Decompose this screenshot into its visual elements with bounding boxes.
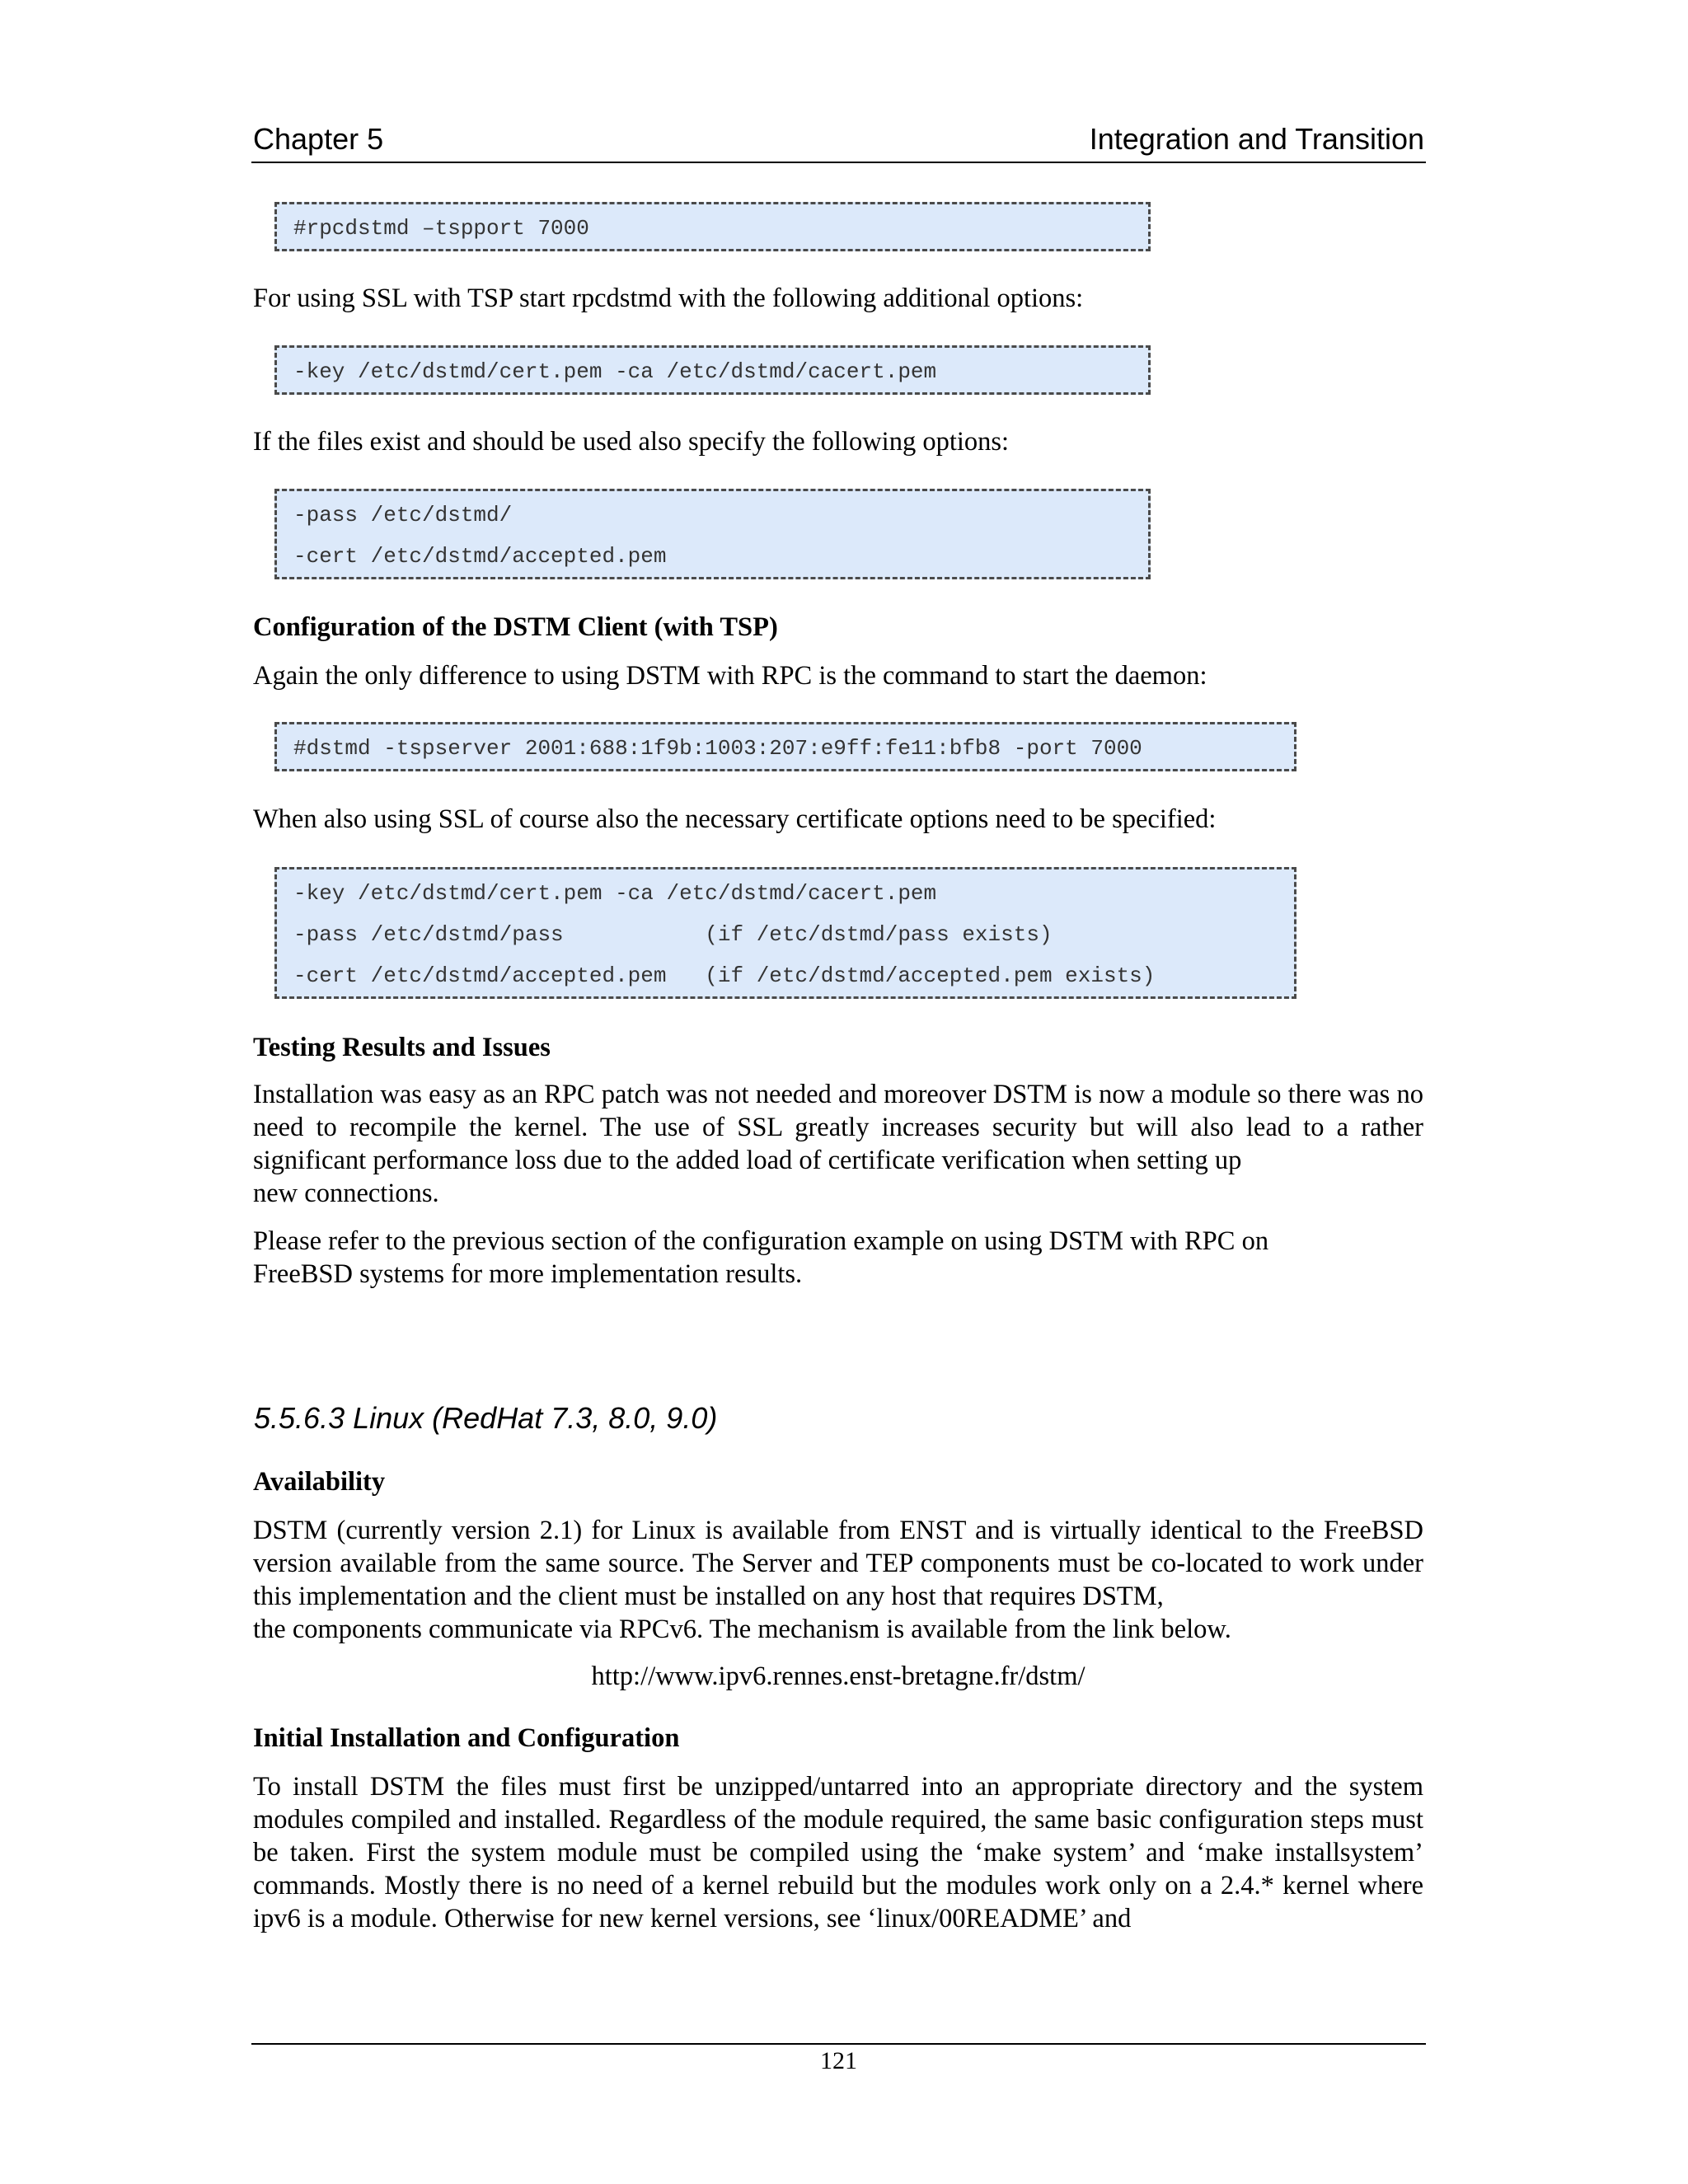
section-title: Integration and Transition [1089,122,1424,156]
subheading: Configuration of the DSTM Client (with TSP) [253,612,778,642]
subheading: Initial Installation and Configuration [253,1723,680,1753]
paragraph-last-line: the components communicate via RPCv6. The mechanism is available from the link below. [253,1615,1231,1644]
code-block [274,489,1151,579]
code-line: #dstmd -tspserver 2001:688:1f9b:1003:207:e9ff:fe11:bfb8 -port 7000 [293,736,1142,761]
paragraph-last-line: FreeBSD systems for more implementation results. [253,1259,803,1289]
code-block [274,722,1296,771]
paragraph-body: Installation was easy as an RPC patch was not needed and moreover DSTM is now a module so there was no need to recompile the kernel. The use of SSL greatly increases security but will also lead to a rather significant performance loss due to the added load of certificate verification when setting up [253,1080,1423,1175]
paragraph: For using SSL with TSP start rpcdstmd with the following additional options: [253,284,1084,313]
chapter-label: Chapter 5 [253,122,384,156]
footer-rule [251,2043,1426,2045]
page-number: 121 [820,2047,857,2074]
code-block [274,345,1151,395]
code-line: -cert /etc/dstmd/accepted.pem [293,544,667,569]
code-line: #rpcdstmd –tspport 7000 [293,216,589,241]
code-line: -cert /etc/dstmd/accepted.pem (if /etc/dstmd/accepted.pem exists) [293,963,1156,988]
code-block [274,867,1296,999]
running-header [251,120,1426,163]
url-link[interactable]: http://www.ipv6.rennes.enst-bretagne.fr/dstm/ [591,1661,1085,1691]
paragraph: When also using SSL of course also the necessary certificate options need to be specified: [253,804,1217,834]
code-line: -key /etc/dstmd/cert.pem -ca /etc/dstmd/cacert.pem [293,881,937,906]
section-heading: 5.5.6.3 Linux (RedHat 7.3, 8.0, 9.0) [254,1401,718,1435]
subheading: Testing Results and Issues [253,1033,551,1062]
code-line: -key /etc/dstmd/cert.pem -ca /etc/dstmd/cacert.pem [293,359,937,384]
paragraph [253,1514,1423,1646]
code-block [274,202,1151,251]
paragraph-body: DSTM (currently version 2.1) for Linux is available from ENST and is virtually identical to the FreeBSD version available from the same source. The Server and TEP components must be co-located to work under this implementation and the client must be installed on any host that requires DSTM, [253,1516,1423,1611]
paragraph-body: Please refer to the previous section of the configuration example on using DSTM with RPC on [253,1226,1269,1256]
code-line: -pass /etc/dstmd/pass (if /etc/dstmd/pass exists) [293,922,1053,947]
paragraph: If the files exist and should be used also specify the following options: [253,427,1010,457]
paragraph: Again the only difference to using DSTM with RPC is the command to start the daemon: [253,661,1207,691]
paragraph-last-line: new connections. [253,1179,439,1208]
paragraph [253,1078,1423,1210]
code-line: -pass /etc/dstmd/ [293,503,513,527]
paragraph: To install DSTM the files must first be unzipped/untarred into an appropriate directory and the system modules compiled and installed. Regardless of the module required, the same basic configuration steps must be taken. First the system module must be compiled using the ‘make system’ and ‘make installsystem’ commands. Mostly there is no need of a kernel rebuild but the modules work only on a 2.4.* kernel where ipv6 is a module. Otherwise for new kernel versions, see ‘linux/00README’ and [253,1772,1423,1933]
paragraph [253,1225,1423,1291]
subheading: Availability [253,1467,386,1497]
